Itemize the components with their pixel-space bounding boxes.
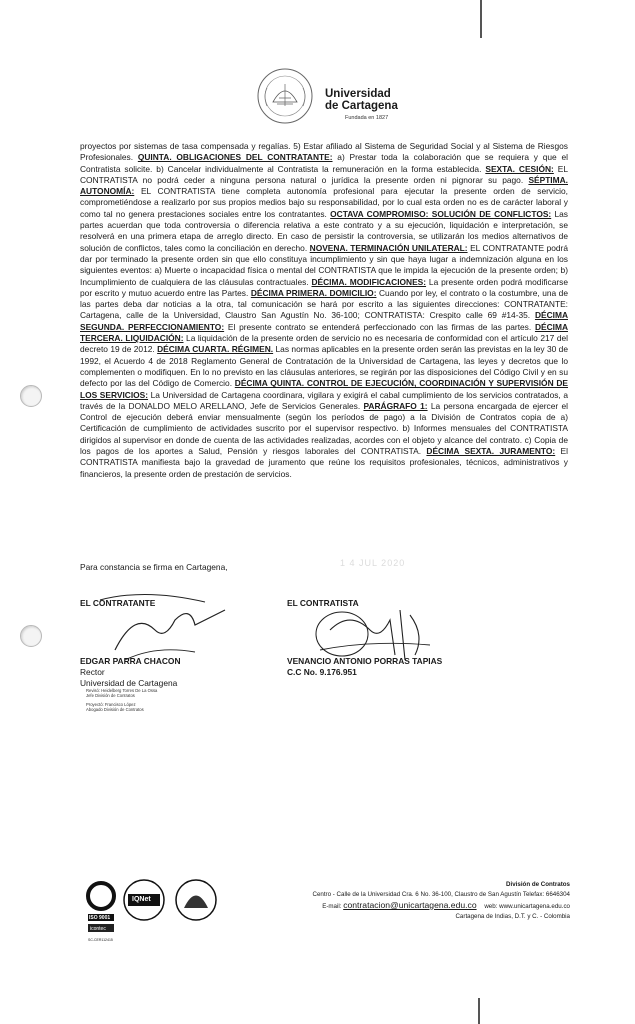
contratista-id: C.C No. 9.176.951 — [287, 667, 357, 677]
contract-body: proyectos por sistemas de tasa compensada y regalías. 5) Estar afiliado al Sistema de Seguridad Social y al Sistema de Riesgos Profesionales. QUINTA. OBLIGACIONES DEL CONTRATANTE: a) Prestar toda la colaboración que se requiera y que el Contratista solicite. b) Cancelar individualmente al Contratista la remuneración en la forma establecida. SEXTA. CESIÓN: EL CONTRATISTA no podrá ceder a ninguna persona natural o jurídica la presente orden ni pignorar su pago. SÉPTIMA. AUTONOMÍA: EL CONTRATISTA tiene completa autonomía profesional para ejecutar la presente orden de servicio, comprometiéndose a realizarlo por sus propios medios bajo su responsabilidad, por lo cual esta orden no es de carácter laboral y como tal no genera prestaciones sociales entre los contratantes. OCTAVA COMPROMISO: SOLUCIÓN DE CONFLICTOS: Las partes acuerdan que toda controversia o diferencia relativa a este contrato y a su ejecución, liquidación e interpretación, se resolverá en una primera etapa de arreglo directo. En caso de persistir la controversia, se utilizarán los medios alternativos de solución de conflictos, tales como la conciliación en derecho. NOVENA. TERMINACIÓN UNILATERAL: EL CONTRATANTE podrá dar por terminado la presente orden sin que ello constituya incumplimiento y sin que haya lugar a indemnización alguna en los siguientes eventos: a) Muerte o incapacidad física o mental del CONTRATISTA que le impida la ejecución de la presente orden; b) Incumplimiento de cualquiera de las cláusulas contractuales. DÉCIMA. MODIFICACIONES: La presente orden podrá modificarse por escrito y mutuo acuerdo entre las Partes. DÉCIMA PRIMERA. DOMICILIO: Cuando por ley, el contrato o la costumbre, una de las partes deba dar noticias a la otra, tal comunicación se hará por escrito a las siguientes direcciones: CONTRATANTE: Cartagena, calle de la Universidad, Claustro San Agustín No. 36-100; CONTRATISTA: Crespito calle 69 #14-35. DÉCIMA SEGUNDA. PERFECCIONAMIENTO: El presente contrato se entenderá perfeccionado con las firmas de las partes. DÉCIMA TERCERA. LIQUIDACIÓN: La liquidación de la presente orden de servicio no es necesaria de conformidad con el artículo 217 del decreto 19 de 2012. DÉCIMA CUARTA. RÉGIMEN. Las normas aplicables en la presente orden serán las previstas en la ley 30 de 1992, el Acuerdo 4 de 2018 Reglamento General de Contratación de la Universidad de Cartagena, las leyes y decretos que lo complementen o modifiquen. En lo no previsto en las cláusulas anteriores, se regirán por las disposiciones del Código Civil y en su defecto por las del Código de Comercio. DÉCIMA QUINTA. CONTROL DE EJECUCIÓN, COORDINACIÓN Y SUPERVISIÓN DE LOS SERVICIOS: La Universidad de Cartagena coordinara, vigilara y exigirá el cabal cumplimiento de los servicios contratados, a través de la DONALDO MELO ARELLANO, Jefe de Servicios Generales. PARÁGRAFO 1: La persona encargada de ejercer el Control de ejecución deberá enviar mensualmente (según los períodos de pago) a la División de Contratos copia de a) Certificación de cumplimiento de actividades suscrito por el supervisor respectivo. b) Informes mensuales del CONTRATISTA dirigidos al supervisor en donde de cuenta de las actividades realizadas, acordes con el objeto y alcance del contrato. c) Copia de los pagos de los aportes a Salud, Pensión y riesgos laborales del CONTRATISTA. DÉCIMA SEXTA. JURAMENTO: El CONTRATISTA manifiesta bajo la gravedad de juramento que reúne los requisitos profesionales, técnicos, administrativos y financieros, la presente orden de prestación de servicios. — [80, 141, 569, 479]
footer-email-link[interactable]: contratacion@unicartagena.edu.co — [343, 900, 477, 910]
page-edge-bottom — [478, 998, 480, 1024]
contratante-details — [80, 656, 181, 689]
founded-text: Fundada en 1827 — [345, 115, 389, 121]
binder-hole-top — [20, 385, 42, 407]
contratante-name: EDGAR PARRA CHACON — [80, 656, 181, 666]
contratante-label: EL CONTRATANTE — [80, 598, 156, 608]
date-stamp: 1 4 JUL 2020 — [340, 558, 406, 568]
contratista-name: VENANCIO ANTONIO PORRAS TAPIAS — [287, 656, 443, 666]
contratante-role: Rector — [80, 667, 105, 677]
university-name: Universidad de Cartagena — [325, 88, 398, 112]
footer-email-label: E-mail: — [322, 903, 342, 910]
footer-address: Centro - Calle de la Universidad Cra. 6 No. 36-100, Claustro de San Agustín Telefax: 6646304 — [312, 891, 570, 898]
closing-line: Para constancia se firma en Cartagena, — [80, 562, 228, 572]
university-seal-icon — [255, 66, 315, 126]
iqnet-label: IQNet — [132, 896, 151, 903]
cert-code: SC-CER112415 — [88, 938, 113, 942]
contratante-org: Universidad de Cartagena — [80, 678, 178, 688]
footer-city: Cartagena de Indias, D.T. y C. - Colombia — [455, 913, 570, 920]
icontec-label: icontec — [90, 926, 106, 932]
iso-label: ISO 9001 — [89, 915, 111, 921]
certification-logos — [86, 878, 236, 948]
contratista-details — [287, 656, 442, 678]
footer — [258, 880, 570, 922]
page-edge-top — [480, 0, 482, 38]
footer-dept: División de Contratos — [506, 881, 570, 888]
contratista-label: EL CONTRATISTA — [287, 598, 359, 608]
binder-hole-bottom — [20, 625, 42, 647]
review-initials: Revisó: Heidelberg Torres De La Ossa Jefe División de Contratos Proyectó: Francisco López Abogado División de Contratos — [86, 688, 158, 713]
footer-web[interactable]: web: www.unicartagena.edu.co — [484, 903, 570, 910]
